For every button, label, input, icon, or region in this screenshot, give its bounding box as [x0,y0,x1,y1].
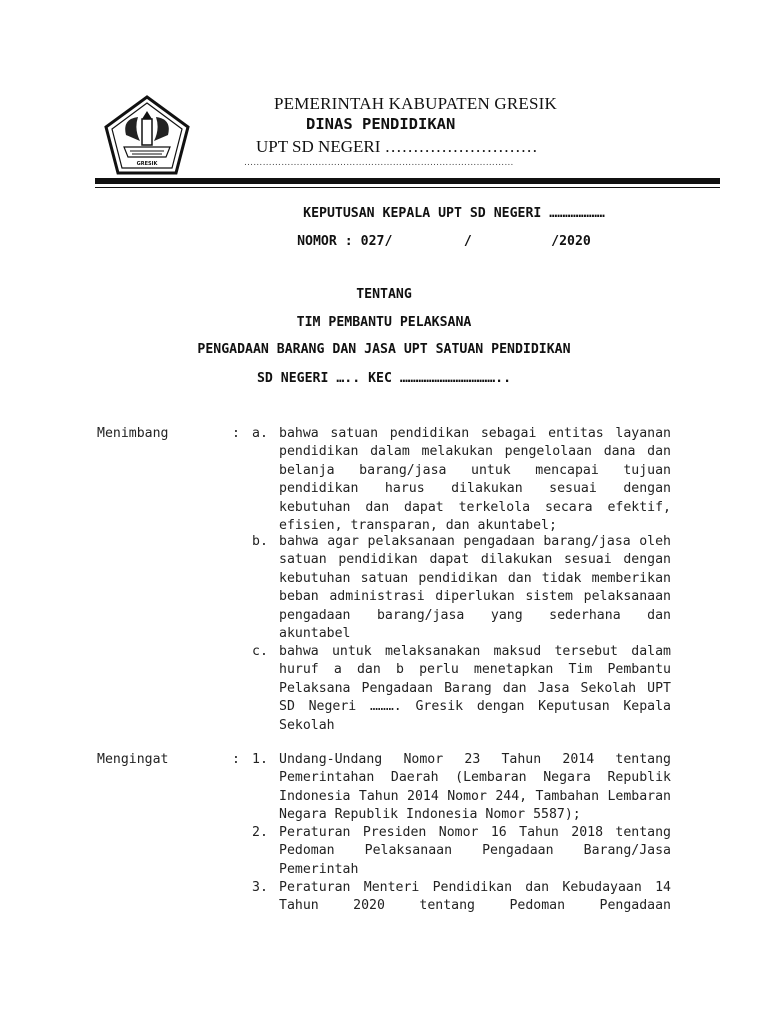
menimbang-item-c: bahwa untuk melaksanakan maksud tersebut dalam huruf a dan b perlu menetapkan Tim Pembantu Pelaksana Pengadaan Barang dan Jasa Sekolah UPT SD Negeri ………. Gresik dengan Keputusan Kepala Sekolah [279,644,671,733]
letterhead-rule-thin [95,187,720,188]
mengingat-item-2: Peraturan Presiden Nomor 16 Tahun 2018 tentang Pedoman Pelaksanaan Pengadaan Barang/Jasa Pemerintah [279,825,671,877]
menimbang-marker-a: a. [252,426,268,441]
menimbang-marker-b: b. [252,534,268,549]
mengingat-marker-2: 2. [252,825,268,840]
gresik-regency-emblem [104,95,190,175]
logo-text: GRESIK [136,161,158,167]
about-heading: TENTANG [356,287,412,302]
mengingat-label: Mengingat [97,752,169,767]
menimbang-colon: : [232,426,240,441]
menimbang-item-b: bahwa agar pelaksanaan pengadaan barang/jasa oleh satuan pendidikan dapat dilakukan sesuai dengan kebutuhan satuan pendidikan dan tidak memberikan beban administrasi diperlukan sistem pelaksanaan pengadaan barang/jasa yang sederhana dan akuntabel [279,534,671,642]
decree-number: NOMOR : 027/ / /2020 [297,234,591,249]
letterhead-agency: DINAS PENDIDIKAN [306,115,456,133]
decree-title: KEPUTUSAN KEPALA UPT SD NEGERI ………………… [303,206,605,221]
mengingat-colon: : [232,752,240,767]
subject-line-1: TIM PEMBANTU PELAKSANA [296,315,472,330]
subject-line-2: PENGADAAN BARANG DAN JASA UPT SATUAN PENDIDIKAN [197,342,571,357]
menimbang-marker-c: c. [252,644,268,659]
subject-line-3: SD NEGERI ….. KEC ……………………………….. [256,371,512,386]
mengingat-item-1: Undang-Undang Nomor 23 Tahun 2014 tentang Pemerintahan Daerah (Lembaran Negara Republik Indonesia Tahun 2014 Nomor 244, Tambahan Lembaran Negara Republik Indonesia Nomor 5587); [279,752,671,823]
letterhead-government: PEMERINTAH KABUPATEN GRESIK [274,94,557,113]
letterhead-school: UPT SD NEGERI ……………………… [256,137,538,156]
letterhead-address: …………………………………………………………………………… [244,157,514,167]
mengingat-item-3: Peraturan Menteri Pendidikan dan Kebudayaan 14 Tahun 2020 tentang Pedoman Pengadaan [279,880,671,914]
menimbang-item-a: bahwa satuan pendidikan sebagai entitas layanan pendidikan dalam melakukan pengelolaan dana dan belanja barang/jasa untuk mencapai tujuan pendidikan harus dilakukan sesuai dengan kebutuhan dan dapat terkelola secara efektif, efisien, transparan, dan akuntabel; [279,426,671,534]
letterhead-rule-thick [95,178,720,184]
mengingat-marker-3: 3. [252,880,268,895]
mengingat-marker-1: 1. [252,752,268,767]
menimbang-label: Menimbang [97,426,169,441]
